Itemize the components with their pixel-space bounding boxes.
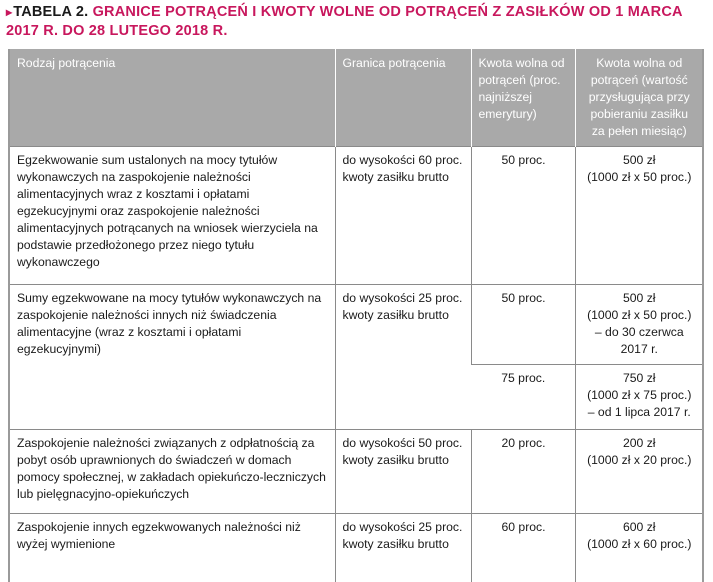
cell-kwota [575,514,702,582]
cell-granica: do wysokości 50 proc. kwoty zasiłku brutto [335,430,471,514]
kwota-formula: (1000 zł x 50 proc.) [587,308,692,322]
deductions-table-frame [8,49,704,582]
kwota-value: 600 zł [622,520,656,534]
cell-proc: 75 proc. [471,365,575,430]
cell-rodzaj: Zaspokojenie innych egzekwowanych należności niż wyżej wymienione [10,514,335,582]
table-row [10,430,702,514]
cell-rodzaj: Zaspokojenie należności związanych z odpłatnością za pobyt osób uprawnionych do świadczeń w domach pomocy społecznej, w zakładach opiekuńczo-leczniczych lub pielęgnacyjno-opiekuńczych [10,430,335,514]
header-row [10,49,702,147]
kwota-formula: (1000 zł x 60 proc.) [587,537,692,551]
cell-granica: do wysokości 60 proc. kwoty zasiłku brutto [335,147,471,285]
cell-proc: 60 proc. [471,514,575,582]
kwota-value: 750 zł [622,371,656,385]
cell-kwota [575,147,702,285]
cell-granica: do wysokości 25 proc. kwoty zasiłku brutto [335,285,471,430]
title-marker-icon: ▸ [6,5,13,19]
header-kwota-proc: Kwota wolna od potrąceń (proc. najniższej emerytury) [471,49,575,147]
cell-kwota [575,430,702,514]
table-row [10,514,702,582]
cell-kwota [575,285,702,365]
table-number: TABELA 2. [13,4,89,20]
deductions-table [10,49,702,582]
table-row [10,147,702,285]
table-caption: GRANICE POTRĄCEŃ I KWOTY WOLNE OD POTRĄCEŃ Z ZASIŁKÓW OD 1 MARCA 2017 R. DO 28 LUTEGO 2018 R. [6,4,683,39]
cell-proc: 50 proc. [471,147,575,285]
header-rodzaj: Rodzaj potrącenia [10,49,335,147]
header-kwota-wartosc: Kwota wolna od potrąceń (wartość przysługująca przy pobieraniu zasiłku za pełen miesiąc) [575,49,702,147]
kwota-formula: (1000 zł x 50 proc.) [587,170,692,184]
cell-proc: 50 proc. [471,285,575,365]
table-row [10,285,702,365]
kwota-value: 500 zł [622,291,656,305]
kwota-period: – do 30 czerwca 2017 r. [594,325,684,356]
kwota-formula: (1000 zł x 20 proc.) [587,453,692,467]
cell-rodzaj: Egzekwowanie sum ustalonych na mocy tytułów wykonawczych na zaspokojenie należności alimentacyjnych wraz z kosztami i opłatami egzekucyjnymi oraz zaspokojenie należności alimentacyjnych potrącanych na wniosek wierzyciela na podstawie przedłożonego przez niego tytułu wykonawczego [10,147,335,285]
kwota-value: 200 zł [622,436,656,450]
cell-rodzaj: Sumy egzekwowane na mocy tytułów wykonawczych na zaspokojenie należności innych niż świadczenia alimentacyjne (wraz z kosztami i opłatami egzekucyjnymi) [10,285,335,430]
table-title [6,3,706,41]
kwota-formula: (1000 zł x 75 proc.) [587,388,692,402]
cell-kwota [575,365,702,430]
header-granica: Granica potrącenia [335,49,471,147]
kwota-value: 500 zł [622,153,656,167]
cell-granica: do wysokości 25 proc. kwoty zasiłku brutto [335,514,471,582]
kwota-period: – od 1 lipca 2017 r. [587,405,691,419]
cell-proc: 20 proc. [471,430,575,514]
